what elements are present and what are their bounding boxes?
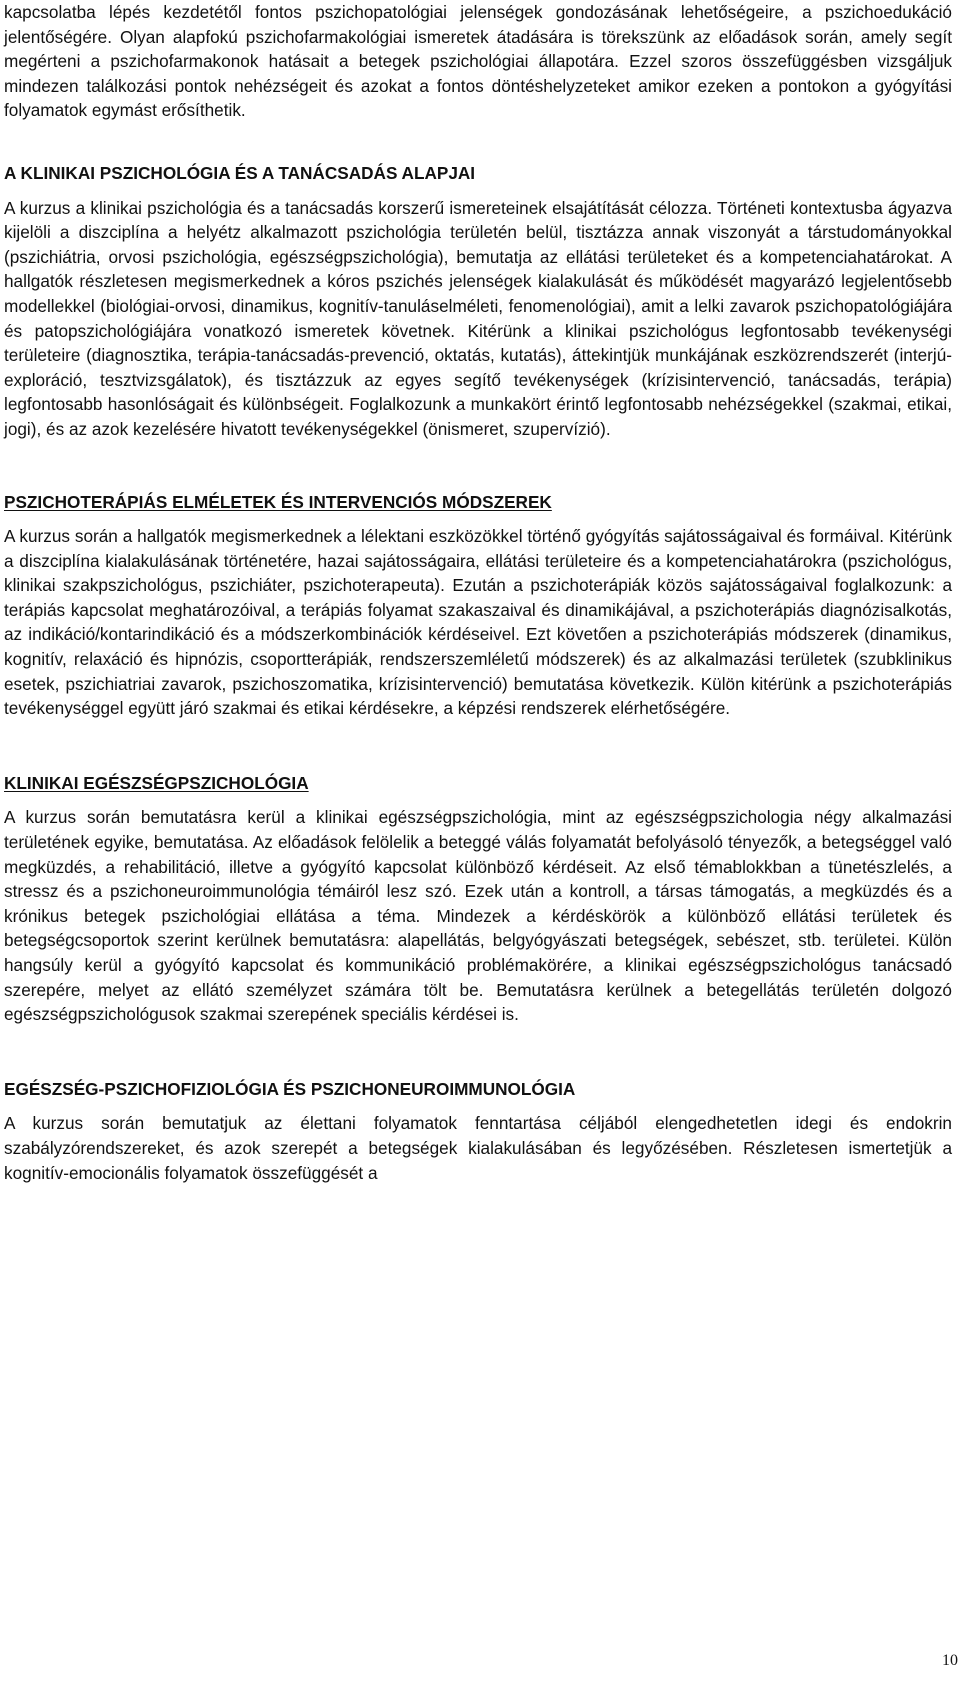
- intro-section: [4, 0, 952, 123]
- section-paragraph: A kurzus során bemutatásra kerül a klinikai egészségpszichológia, mint az egészségpszichologia négy alkalmazási területének egyike, bemutatása. Az előadások felölelik a beteggé válás folyamatát befolyásoló tényezők, a betegséggel való megküzdés, a rehabilitáció, illetve a gyógyító kapcsolat különböző kérdéseit. Az első témablokkban a tünetészlelés, a stressz és a pszichoneuroimmunológia témáiról lesz szó. Ezek után a kontroll, a társas támogatás, a megküzdés és a krónikus betegek pszichológiai ellátása a téma. Mindezek a kérdéskörök a különböző ellátási területek és betegségcsoportok szerint kerülnek bemutatásra: alapellátás, belgyógyászati betegségek, sebészet, stb. területei. Külön hangsúly kerül a gyógyító kapcsolat és kommunikáció problémakörére, a klinikai egészségpszichológus tanácsadó szerepére, melyet az ellátó személyzet számára tölt be. Bemutatásra kerülnek a betegellátás területén dolgozó egészségpszichológusok szakmai szerepének speciális kérdései is.: [4, 807, 952, 1025]
- section-pszichoterapias-elmeletek: [4, 490, 952, 721]
- section-paragraph: A kurzus során a hallgatók megismerkednek a lélektani eszközökkel történő gyógyítás sajátosságaival és formáival. Kitérünk a diszciplína kialakulásának történetére, hazai sajátosságaira, ellátási területeire és a kompetenciahatárokra (pszichológus, klinikai szakpszichológus, pszichiáter, pszichoterapeuta). Ezután a pszichoterápiák közös sajátosságaival foglalkozunk: a terápiás kapcsolat meghatározóival, a terápiás folyamat szakaszaival és dinamikájával, a pszichoterápiás diagnózisalkotás, az indikáció/kontarindikáció és a módszerkombinációk kérdéseivel. Ezt követően a pszichoterápiás módszerek (dinamikus, kognitív, relaxáció és hipnózis, csoportterápiák, rendszerszemléletű módszerek) és az alkalmazási területek (szubklinikus esetek, pszichiatriai zavarok, pszichoszomatika, krízisintervenció) bemutatása következik. Külön kitérünk a pszichoterápiás tevékenységgel együtt járó szakmai és etikai kérdésekre, a képzési rendszerek elérhetőségére.: [4, 526, 952, 719]
- intro-paragraph: kapcsolatba lépés kezdetétől fontos pszichopatológiai jelenségek gondozásának lehetőségeire, a pszichoedukáció jelentőségére. Olyan alapfokú pszichofarmakológiai ismeretek átadására is törekszünk az előadások során, amely segít megérteni a pszichofarmakonok hatásait a betegek pszichológiai állapotára. Ezzel szoros összefüggésben vizsgáljuk mindezen találkozási pontok nehézségeit és azokat a fontos döntéshelyzeteket amikor ezeken a pontokon a gyógyítási folyamatok egymást erősíthetik.: [4, 2, 952, 121]
- section-paragraph: A kurzus a klinikai pszichológia és a tanácsadás korszerű ismereteinek elsajátítását célozza. Történeti kontextusba ágyazva kijelöli a diszciplína a helyétz alkalmazott pszichológia területén belül, tisztázza annak viszonyát a társtudományokkal (pszichiátria, orvosi pszichológia, egészségpszichológia), bemutatja az ellátási területeket és a kompetenciahatárokat. A hallgatók részletesen megismerkednek a kóros pszichés jelenségek kialakulását és működését magyarázó legjelentősebb modellekkel (biológiai-orvosi, dinamikus, kognitív-tanuláselméleti, fenomenológiai), amit a lelki zavarok pszichopatológiájára és patopszichológiájára vonatkozó ismeretek követnek. Kitérünk a klinikai pszichológus legfontosabb tevékenységi területeire (diagnosztika, terápia-tanácsadás-prevenció, oktatás, kutatás), áttekintjük munkájának eszközrendszerét (interjú-exploráció, tesztvizsgálatok), és tisztázzuk az egyes segítő tevékenységek (krízisintervenció, tanácsadás, terápia) legfontosabb hasonlóságait és különbségeit. Foglalkozunk a munkakört érintő legfontosabb nehézségekkel (szakmai, etikai, jogi), és az azok kezelésére hivatott tevékenységekkel (önismeret, szupervízió).: [4, 197, 952, 439]
- section-heading: PSZICHOTERÁPIÁS ELMÉLETEK ÉS INTERVENCIÓS MÓDSZEREK: [4, 491, 552, 512]
- section-klinikai-pszichologia: [4, 161, 952, 442]
- section-paragraph: A kurzus során bemutatjuk az élettani folyamatok fenntartása céljából elengedhetetlen idegi és endokrin szabályzórendszereket, és azok szerepét a betegségek kialakulásában és legyőzésében. Részletesen ismertetjük a kognitív-emocionális folyamatok összefüggését a: [4, 1113, 952, 1183]
- page-number: 10: [942, 1652, 958, 1669]
- section-klinikai-egeszsegpszichologia: [4, 771, 952, 1027]
- section-heading: A KLINIKAI PSZICHOLÓGIA ÉS A TANÁCSADÁS ALAPJAI: [4, 162, 476, 183]
- section-heading: KLINIKAI EGÉSZSÉGPSZICHOLÓGIA: [4, 772, 309, 793]
- section-egeszseg-pszichofiziologia: [4, 1077, 952, 1185]
- section-heading: EGÉSZSÉG-PSZICHOFIZIOLÓGIA ÉS PSZICHONEUROIMMUNOLÓGIA: [4, 1078, 576, 1099]
- document-page: [4, 0, 952, 1185]
